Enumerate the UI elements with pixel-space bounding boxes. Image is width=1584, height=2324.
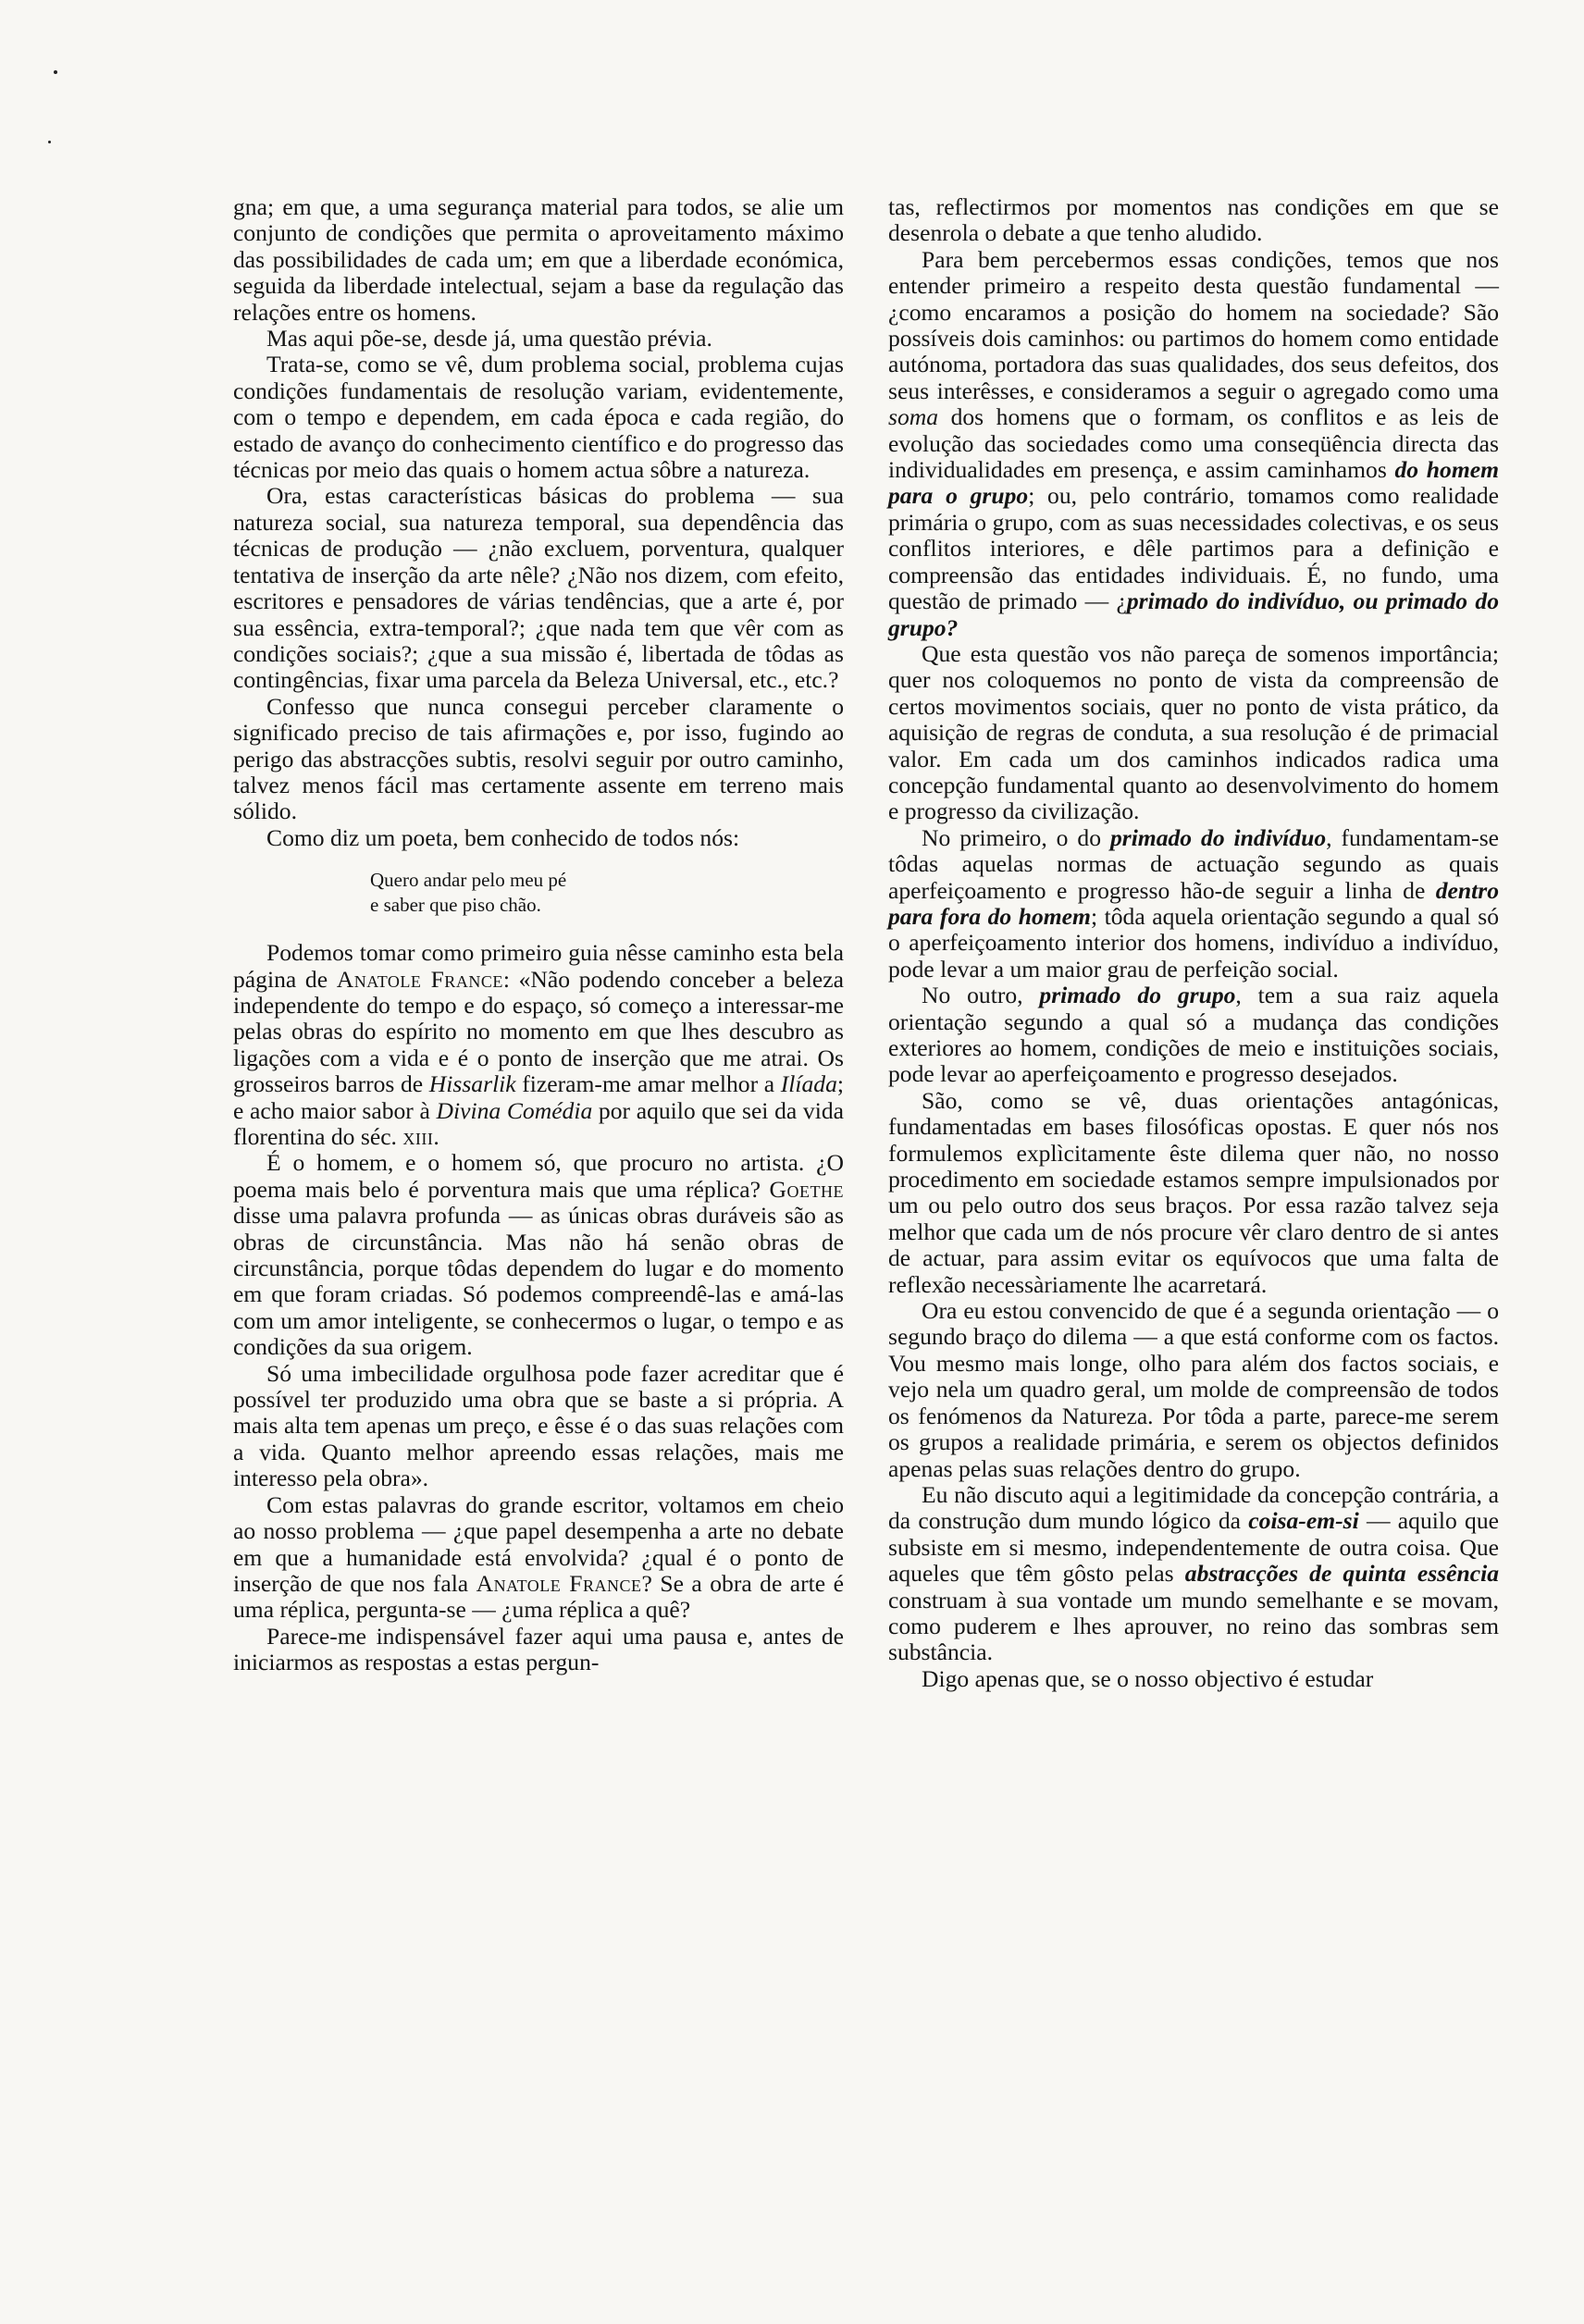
italic-term: abstracções de quinta essência bbox=[1184, 1560, 1499, 1588]
paragraph: Que esta questão vos não pareça de somenos importância; quer nos coloquemos no ponto de vista da compreensão de certos movimentos sociais, quer no ponto de vista prático, da aquisição de regras de conduta, a sua resolução é de primacial valor. Em cada um dos caminhos indicados radica uma concepção fundamental quanto ao desenvolvimento do homem e progresso da civilização. bbox=[888, 639, 1499, 825]
paragraph: Confesso que nunca consegui perceber claramente o significado preciso de tais afirmações e, por isso, fugindo ao perigo das abstracções subtis, resolvi seguir por outro caminho, talvez menos fácil mas certamente assente em terreno mais sólido. bbox=[233, 692, 844, 825]
italic-term: primado do indivíduo bbox=[1109, 823, 1327, 851]
paragraph: Digo apenas que, se o nosso objectivo é estudar bbox=[922, 1664, 1374, 1692]
italic-term: primado do indivíduo, ou primado do grupo? bbox=[888, 587, 1499, 641]
text: ? Se a obra de arte é uma réplica, pergunta-se — ¿uma réplica a quê? bbox=[233, 1569, 844, 1624]
text: No outro, bbox=[922, 982, 1040, 1009]
paragraph bbox=[233, 1150, 844, 1360]
paragraph: Mas aqui põe-se, desde já, uma questão prévia. bbox=[266, 325, 712, 352]
paragraph: Parece-me indispensável fazer aqui uma pausa e, antes de iniciarmos as respostas a estas pergun- bbox=[233, 1622, 844, 1676]
author-name: Anatole France bbox=[476, 1569, 642, 1597]
paragraph bbox=[888, 1482, 1499, 1666]
paragraph bbox=[233, 940, 844, 1150]
text: por aquilo que sei da vida florentina do séc. bbox=[233, 1096, 844, 1150]
italic-term: soma bbox=[888, 403, 939, 431]
text: — aquilo que subsiste em si mesmo, independentemente de outra coisa. Que aqueles que têm gôsto pelas bbox=[888, 1507, 1499, 1588]
italic-term: Hissarlik bbox=[428, 1070, 516, 1098]
verse-line: e saber que piso chão. bbox=[370, 894, 541, 917]
text: Para bem percebermos essas condições, temos que nos entender primeiro a respeito desta questão fundamental — ¿como encaramos a posição do homem na sociedade? São possíveis dois caminhos: ou partimos do homem como entidade autónoma, portadora das suas qualidades, dos seus defeitos, dos seus interêsses, e consideramos a seguir o agregado como uma bbox=[888, 245, 1499, 404]
paragraph: tas, reflectirmos por momentos nas condições em que se desenrola o debate a que tenho aludido. bbox=[888, 193, 1499, 247]
paragraph: Só uma imbecilidade orgulhosa pode fazer acreditar que é possível ter produzido uma obra que se baste a si própria. A mais alta tem apenas um preço, e êsse é o das suas relações com a vida. Quanto melhor apreendo essas relações, mais me interesso pela obra». bbox=[233, 1359, 844, 1492]
text: Com estas palavras do grande escritor, voltamos em cheio ao nosso problema — ¿que papel desempenha a arte no debate em que a humanidade está envolvida? ¿qual é o ponto de inserção de que nos fala bbox=[233, 1490, 844, 1597]
paragraph: Ora eu estou convencido de que é a segunda orientação — o segundo braço do dilema — a que está conforme com os factos. Vou mesmo mais longe, olho para além dos factos sociais, e vejo nela um quadro geral, um molde de compreensão de todos os fenómenos da Natureza. Por tôda a parte, parece-me serem os grupos a realidade primária, e serem os objectos definidos apenas pelas suas relações dentro do grupo. bbox=[888, 1297, 1499, 1482]
paragraph: São, como se vê, duas orientações antagónicas, fundamentadas em bases filosóficas opostas. E quer nós nos formulemos explìcitamente êste dilema quer não, no nosso procedimento em sociedade estamos sempre impulsionados por um ou pelo outro dos seus braços. Por essa razão talvez seja melhor que cada um de nós procure vêr claro dentro de si antes de actuar, para assim evitar os equívocos que uma falta de reflexão necessàriamente lhe acarretará. bbox=[888, 1086, 1499, 1298]
paragraph bbox=[233, 1492, 844, 1624]
text: ; ou, pelo contrário, tomamos como realidade primária o grupo, com as suas necessidades colectivas, e os seus conflitos interiores, e dêle partimos para a definição e compreensão das entidades individuais. É, no fundo, uma questão de primado — ¿ bbox=[888, 482, 1500, 615]
text: Eu não discuto aqui a legitimidade da concepção contrária, a da construção dum mundo lógico da bbox=[888, 1480, 1499, 1535]
text: É o homem, e o homem só, que procuro no artista. ¿O poema mais belo é porventura mais que uma réplica? bbox=[233, 1149, 844, 1203]
paragraph: gna; em que, a uma segurança material para todos, se alie um conjunto de condições que permita o aproveitamento máximo das possibilidades de cada um; em que a liberdade económica, seguida da liberdade intelectual, sejam a base da regulação das relações entre os homens. bbox=[233, 193, 844, 326]
text: , fundamentam-se tôdas aquelas normas de actuação segundo as quais aperfeiçoamento e progresso hão-de seguir a linha de bbox=[888, 823, 1500, 904]
right-column bbox=[888, 194, 1499, 1692]
text: disse uma palavra profunda — as únicas obras duráveis são as obras de circunstância. Mas não há senão obras de circunstância, porque tôdas dependem do lugar e do momento em que foram criadas. Só podemos compreendê-las e amá-las com um amor inteligente, se conhecermos o lugar, o tempo e as condições da sua origem. bbox=[233, 1202, 844, 1361]
italic-term: dentro para fora do homem bbox=[888, 876, 1499, 930]
paragraph bbox=[888, 983, 1499, 1088]
text: No primeiro, o do bbox=[922, 823, 1110, 851]
italic-term: primado do grupo bbox=[1039, 982, 1236, 1009]
verse-line: Quero andar pelo meu pé bbox=[370, 869, 567, 892]
text: : «Não podendo conceber a beleza independente do tempo e do espaço, só começo a interessar-me pelas obras do espírito no momento em que lhes descubro as ligações com a vida e é o ponto de inserção que me atrai. Os grosseiros barros de bbox=[233, 965, 844, 1098]
paragraph: Como diz um poeta, bem conhecido de todos nós: bbox=[266, 823, 740, 851]
text: ; e acho maior sabor à bbox=[233, 1070, 844, 1124]
left-column bbox=[233, 194, 844, 1676]
text: fizeram-me amar melhor a bbox=[515, 1070, 781, 1098]
author-name: Goethe bbox=[769, 1175, 844, 1203]
paragraph bbox=[888, 825, 1499, 983]
century-numeral: xiii bbox=[402, 1123, 434, 1150]
italic-term: Ilíada bbox=[780, 1070, 837, 1098]
text: . bbox=[433, 1123, 439, 1150]
italic-term: Divina Comédia bbox=[436, 1096, 593, 1124]
paragraph: Ora, estas características básicas do problema — sua natureza social, sua natureza temporal, sua dependência das técnicas de produção — ¿não excluem, porventura, qualquer tentativa de inserção da arte nêle? ¿Não nos dizem, com efeito, escritores e pensadores de várias tendências, que a arte é, por sua essência, extra-temporal?; ¿que nada tem que vêr com as condições sociais?; ¿que a sua missão é, libertada de tôdas as contingências, fixar uma parcela da Beleza Universal, etc., etc.? bbox=[233, 482, 844, 694]
paragraph bbox=[888, 247, 1499, 641]
italic-term: do homem para o grupo bbox=[888, 456, 1499, 510]
page-speck bbox=[48, 141, 51, 143]
text: Podemos tomar como primeiro guia nêsse caminho esta bela página de bbox=[233, 939, 844, 993]
text: dos homens que o formam, os conflitos e as leis de evolução das sociedades como uma conseqüência directa das individualidades em presença, e assim caminhamos bbox=[888, 403, 1499, 484]
page-speck bbox=[54, 70, 57, 74]
text: ; tôda aquela orientação segundo a qual só o aperfeiçoamento interior dos homens, indivíduo a indivíduo, pode levar a um maior grau de perfeição social. bbox=[888, 902, 1499, 983]
verse-quote bbox=[370, 868, 844, 918]
text: , tem a sua raiz aquela orientação segundo a qual só a mudança das condições exteriores ao homem, condições de meio e instituições sociais, pode levar ao aperfeiçoamento e progresso desejados. bbox=[888, 982, 1500, 1088]
text: construam à sua vontade um mundo semelhante e se movam, como puderem e lhes aprouver, no reino das sombras sem substância. bbox=[888, 1586, 1499, 1666]
paragraph: Trata-se, como se vê, dum problema social, problema cujas condições fundamentais de resolução variam, evidentemente, com o tempo e dependem, em cada época e cada região, do estado de avanço do conhecimento científico e do progresso das técnicas por meio das quais o homem actua sôbre a natureza. bbox=[233, 351, 844, 484]
italic-term: coisa-em-si bbox=[1248, 1507, 1359, 1535]
author-name: Anatole France bbox=[336, 965, 503, 993]
